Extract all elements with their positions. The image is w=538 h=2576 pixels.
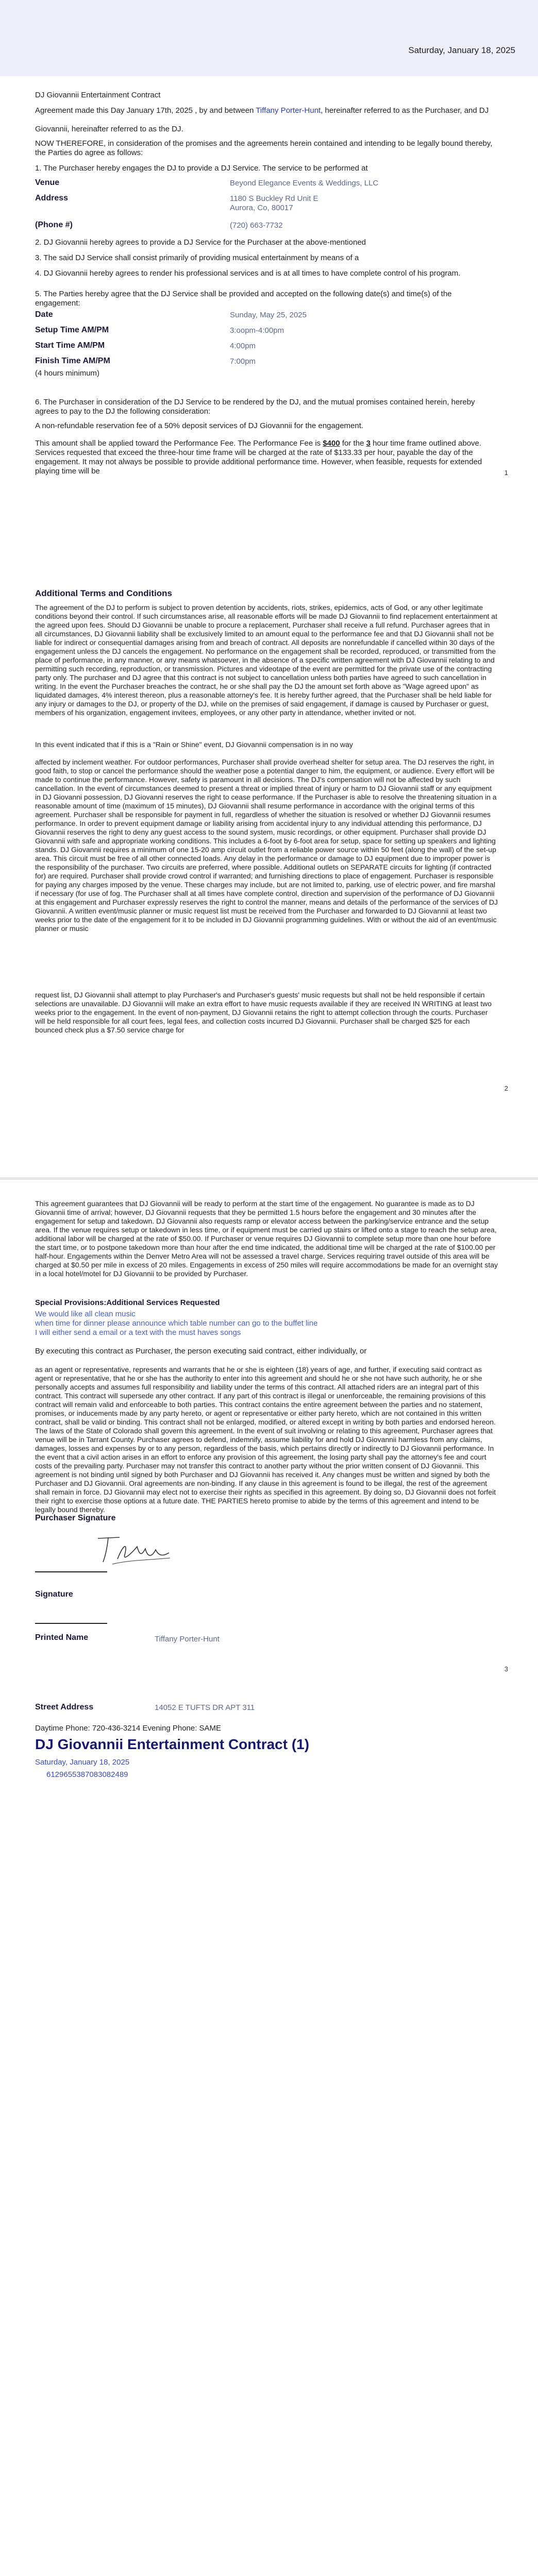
printed-name-value: Tiffany Porter-Hunt bbox=[155, 1635, 220, 1643]
hours-minimum: (4 hours minimum) bbox=[35, 369, 100, 378]
clause-1: 1. The Purchaser hereby engages the DJ to provide a DJ Service. The service to be performed at bbox=[35, 164, 368, 173]
clause-2: 2. DJ Giovannii hereby agrees to provide a DJ Service for the Purchaser at the above-mentioned bbox=[35, 238, 366, 247]
venue-label: Venue bbox=[35, 178, 60, 187]
special-provision-3: I will either send a email or a text with the must haves songs bbox=[35, 1328, 241, 1337]
street-address-label: Street Address bbox=[35, 1703, 94, 1711]
fee-amount: $400 bbox=[323, 439, 340, 448]
page-1-continued bbox=[0, 398, 538, 563]
setup-label: Setup Time AM/PM bbox=[35, 326, 109, 334]
footer-title: DJ Giovannii Entertainment Contract (1) bbox=[35, 1736, 310, 1752]
now-therefore: NOW THEREFORE, in consideration of the promises and the agreements herein contained and intending to be legally bound thereby, the Parties do agree as follows: bbox=[35, 139, 493, 157]
special-provision-2: when time for dinner please announce which table number can go to the buffet line bbox=[35, 1319, 318, 1328]
executing-line: By executing this contract as Purchaser, the person executing said contract, either individually, or bbox=[35, 1347, 367, 1355]
terms-paragraph-2: In this event indicated that if this is a "Rain or Shine" event, DJ Giovannii compensation is in no way bbox=[35, 740, 353, 749]
contract-title: DJ Giovannii Entertainment Contract bbox=[35, 91, 161, 99]
phone-label: (Phone #) bbox=[35, 221, 73, 229]
header-date: Saturday, January 18, 2025 bbox=[408, 45, 515, 55]
clause-5: 5. The Parties hereby agree that the DJ Service shall be provided and accepted on the following date(s) and time(s) of the engagement: bbox=[35, 290, 452, 308]
page-2 bbox=[0, 559, 538, 1177]
terms-paragraph-3: affected by inclement weather. For outdoor performances, Purchaser shall provide overhead shelter for setup area. The DJ reserves the right, in good faith, to stop or cancel the performance should the weather pose a potential danger to him, the equipment, or audience. Every effort will be made to continue the performance. However, safety is paramount in all decisions. The DJ's compensation will not be affected by such cancellation. In the event of circumstances deemed to present a threat or implied threat of injury or harm to DJ Giovannii staff or any equipment in DJ Giovanni possession, DJ Giovanni reserves the right to cease performance. If the Purchaser is able to resolve the threatening situation in a reasonable amount of time (maximum of 15 minutes), DJ Giovannii shall resume performance in accordance with the original terms of this agreement. Purchaser shall be responsible for payment in full, regardless of whether the situation is resolved or whether DJ Giovannii resumes performance. In order to prevent equipment damage or liability arising from accidental injury to any individual attending this performance, DJ Giovannii reserves the right to deny any guest access to the sound system, music recordings, or other equipment. Purchaser shall provide DJ Giovannii with safe and appropriate working conditions. This includes a 6-foot by 6-foot area for setup, space for setting up speakers and lighting stands. DJ Giovannii requires a minimum of one 15-20 amp circuit outlet from a reliable power source within 50 feet (along the wall) of the set-up area. This circuit must be free of all other connected loads. Any delay in the performance or damage to DJ equipment due to improper power is the responsibility of the purchaser. Two circuits are preferred, where possible. Additional outlets on SEPARATE circuits for lighting (if contracted for) are required. Purchaser shall provide crowd control if warranted; and furnishing directions to place of engagement. Purchaser is responsible for paying any charges imposed by the venue. These charges may include, but are not limited to, parking, use of electric power, and fire marshal if necessary (for use of fog. The Purchaser shall at all times have complete control, direction and supervision of the performance of DJ Giovannii at this engagement and Purchaser expressly reserves the right to control the manner, means and details of the performance of the services of DJ Giovannii. A written event/music planner or music request list must be received from the Purchaser and forwarded to DJ Giovannii at least two weeks prior to the date of the engagement for it to be included in DJ Giovannii programming guidelines. With or without the aid of an event/music planner or music bbox=[35, 758, 498, 933]
printed-name-label: Printed Name bbox=[35, 1633, 89, 1642]
page-header bbox=[0, 0, 538, 76]
signature-label: Signature bbox=[35, 1590, 73, 1599]
start-value: 4:00pm bbox=[230, 342, 256, 350]
clause-4: 4. DJ Giovannii hereby agrees to render his professional services and is at all times to have complete control of his program. bbox=[35, 269, 461, 278]
date-value: Sunday, May 25, 2025 bbox=[230, 311, 307, 319]
terms-paragraph-4: request list, DJ Giovannii shall attempt to play Purchaser's and Purchaser's guests' music requests but shall not be held responsible if certain selections are unavailable. DJ Giovannii will make an extra effort to have music requests available if they are received IN WRITING at least two weeks prior to the engagement. In the event of non-payment, DJ Giovannii retains the right to attempt collection through the courts. Purchaser will be held responsible for all court fees, legal fees, and collection costs incurred DJ Giovannii. Purchaser shall be charged $25 for each bounced check plus a $7.50 service charge for bbox=[35, 991, 492, 1034]
signature-underline bbox=[35, 1571, 107, 1572]
nonrefund-fee: A non-refundable reservation fee of a 50% deposit services of DJ Giovannii for the engagement. bbox=[35, 421, 364, 430]
address-line-2: Aurora, Co, 80017 bbox=[230, 204, 293, 212]
finish-value: 7:00pm bbox=[230, 357, 256, 366]
dj-line: Giovannii, hereinafter referred to as the DJ. bbox=[35, 125, 183, 133]
phone-value: (720) 663-7732 bbox=[230, 221, 283, 230]
page-number: 1 bbox=[504, 469, 508, 477]
document-id: 6129655387083082489 bbox=[46, 1770, 128, 1779]
intro-paragraph: Agreement made this Day January 17th, 2025 , by and between Tiffany Porter-Hunt, hereinafter referred to as the Purchaser, and DJ bbox=[35, 106, 489, 115]
phone-line: Daytime Phone: 720-436-3214 Evening Phone: SAME bbox=[35, 1724, 222, 1733]
special-provision-1: We would like all clean music bbox=[35, 1310, 136, 1318]
terms-paragraph-1: The agreement of the DJ to perform is subject to proven detention by accidents, riots, strikes, epidemics, acts of God, or any other legitimate conditions beyond their control. If such circumstances arise, all reasonable efforts will be made DJ Giovannii to find replacement entertainment at the agreed upon fees. Should DJ Giovannii be unable to procure a replacement, Purchaser shall receive a full refund. Purchaser agrees that in all circumstances, DJ Giovannii liability shall be exclusively limited to an amount equal to the performance fee and that DJ Giovannii shall not be liable for indirect or consequential damages arising from and breach of contract. All deposits are nonrefundable if cancelled within 30 days of the engagement unless the DJ cancels the engagement. No performance on the engagement shall be recorded, reproduced, or transmitted from the place of performance, in any manner, or any means whatsoever, in the absence of a specific written agreement with DJ Giovannii relating to and permitting such recording, reproduction, or transmission. Pictures and videotape of the event are permitted for the private use of the contracting party only. The purchaser and DJ agree that this contract is not subject to cancellation unless both parties have agreed to such cancellation in writing. In the event the Purchaser breaches the contract, he or she shall pay the DJ the amount set forth above as "Wage agreed upon" as liquidated damages, 4% interest thereon, plus a reasonable attorney's fee. It is hereby further agreed, that the Purchaser shall be held liable for any injury or damages to the DJ, or property of the DJ, while on the premises of said engagement, if damage is caused by Purchaser or guest, members of his organization, engagement invitees, employees, or any other party in attendance, whether invited or not. bbox=[35, 603, 497, 717]
purchaser-signature-label: Purchaser Signature bbox=[35, 1514, 116, 1522]
start-label: Start Time AM/PM bbox=[35, 341, 105, 350]
fee-paragraph: This amount shall be applied toward the Performance Fee. The Performance Fee is $400 for the 3 hour time frame outlined above. Services requested that exceed the three-hour time frame will be charged at the rate of $133.33 per hour, payable the day of the engagement. It may not always be possible to provide additional performance time. However, when feasible, requests for extended playing time will be bbox=[35, 439, 482, 476]
page-4 bbox=[0, 1674, 538, 2576]
street-address-value: 14052 E TUFTS DR APT 311 bbox=[155, 1703, 255, 1712]
additional-terms-heading: Additional Terms and Conditions bbox=[35, 588, 173, 598]
page-number: 3 bbox=[504, 1665, 508, 1673]
setup-value: 3:oopm-4:00pm bbox=[230, 326, 284, 335]
signature-underline-2 bbox=[35, 1623, 107, 1624]
page-number: 2 bbox=[504, 1084, 508, 1092]
date-label: Date bbox=[35, 310, 53, 319]
clause-6: 6. The Purchaser in consideration of the DJ Service to be rendered by the DJ, and the mutual promises contained herein, hereby agrees to pay to the DJ the following consideration: bbox=[35, 398, 475, 416]
finish-label: Finish Time AM/PM bbox=[35, 357, 110, 365]
fee-hours: 3 bbox=[366, 439, 371, 448]
warranty-paragraph: as an agent or representative, represents and warrants that he or she is eighteen (18) years of age, and further, if executing said contract as agent or representative, that he or she has the authority to enter into this agreement and should he or she not have such authority, he or she personally accepts and assumes full responsibility and liability under the terms of this contract. All attached riders are an integral part of this contract. This contract will supersede any other contract. If any part of this contract is illegal or unenforceable, the remaining provisions of this contract will remain valid and enforceable to both parties. This contract contains the entire agreement between the parties and no statement, promises, or inducements made by any party hereto, or agent or representative or either party hereto, which are not contained in this written contract, shall be valid or binding. This contract shall not be enlarged, modified, or altered except in writing by both parties and endorsed hereon. The laws of the State of Colorado shall govern this agreement. In the event of suit involving or relating to this agreement, Purchaser agrees that venue will be in Tarrant County. Purchaser agrees to defend, indemnify, assume liability for and hold DJ Giovannii harmless from any claims, damages, losses and expenses by or to any person, regardless of the basis, which pertains directly or indirectly to DJ Giovannii performance. In the event that a civil action arises in an effort to enforce any provision of this agreement, the losing party shall pay the attorney's fee and court costs of the prevailing party. Purchaser may not transfer this contract to another party without the prior written consent of DJ Giovannii. This agreement is not binding until signed by both Purchaser and DJ Giovannii has received it. Any changes must be written and signed by both the Purchaser and DJ Giovannii. Oral agreements are non-binding. If any clause in this agreement is found to be illegal, the rest of the agreement shall remain in force. DJ Giovannii may elect not to exercise their rights as specified in this agreement. By doing so, DJ Giovannii does not forfeit their right to exercise those options at a future date. THE PARTIES hereto promise to abide by the terms of this agreement and intend to be legally bound thereby. bbox=[35, 1365, 496, 1514]
special-provisions-heading: Special Provisions:Additional Services Requested bbox=[35, 1298, 220, 1307]
address-label: Address bbox=[35, 194, 69, 202]
clause-3: 3. The said DJ Service shall consist primarily of providing musical entertainment by means of a bbox=[35, 253, 359, 262]
client-name: Tiffany Porter-Hunt bbox=[256, 106, 321, 115]
footer-date: Saturday, January 18, 2025 bbox=[35, 1758, 130, 1767]
page-1 bbox=[0, 0, 538, 398]
setup-paragraph: This agreement guarantees that DJ Giovannii will be ready to perform at the start time of the engagement. No guarantee is made as to DJ Giovannii time of arrival; however, DJ Giovannii requests that they be permitted 1.5 hours before the engagement and 30 minutes after the engagement for setup and takedown. DJ Giovannii also requests ramp or elevator access between the parking/service entrance and the setup area. If the venue requires setup or takedown in less time, or if equipment must be carried up stairs or lifted onto a stage to reach the setup area, additional labor will be charged at the rate of $50.00. If Purchaser or venue requires DJ Giovannii to complete setup more than one hour before the start time, or to postpone takedown more than hour after the end time indicated, the additional time will be charged at the rate of $100.00 per half-hour. Engagements within the Denver Metro Area will not be assessed a travel charge. Services requiring travel outside of this area will be charged at $0.50 per mile in excess of 20 miles. Engagements in excess of 250 miles will require accommodations be made for an overnight stay in a local hotel/motel for DJ Giovannii to be provided by Purchaser. bbox=[35, 1199, 498, 1278]
signature-image bbox=[88, 1528, 180, 1569]
address-line-1: 1180 S Buckley Rd Unit E bbox=[230, 194, 318, 203]
venue-value: Beyond Elegance Events & Weddings, LLC bbox=[230, 179, 379, 188]
